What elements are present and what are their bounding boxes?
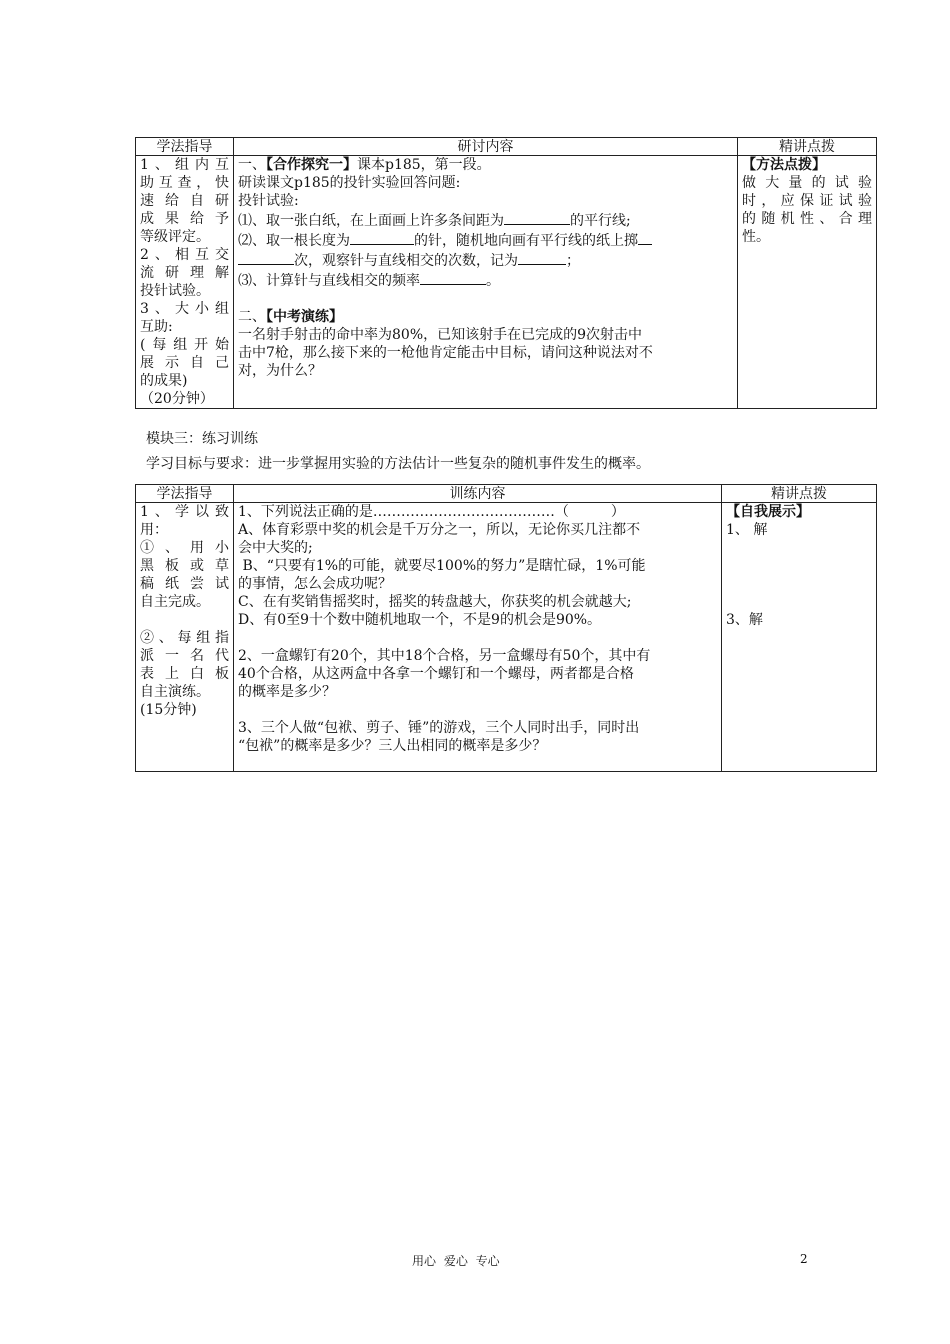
experiment-step-1: ⑴、取一张白纸，在上面画上许多条间距为 的平行线; [238,210,733,230]
answer-1-label: 1、 解 [726,522,768,538]
guide-line: 自主演练。 [140,684,210,700]
experiment-step-2-cont: 次，观察针与直线相交的次数，记为 ； [238,250,733,270]
guide-line: 速给自研 [140,193,229,209]
guide-line: 表上白板 [140,666,229,682]
method-tips-line: 性。 [742,229,770,245]
cooperative-inquiry-title: 【合作探究一】 [266,157,357,173]
fill-blank [350,230,414,245]
header-training-content: 训练内容 [234,485,722,503]
fill-blank [238,250,294,265]
key-points-cell [722,503,877,772]
guide-line: 流研理解 [140,265,229,281]
option-a: A、体育彩票中奖的机会是千万分之一，所以，无论你买几注都不 [238,522,641,538]
question-2-line: 40个合格，从这两盒中各拿一个螺钉和一个螺母，两者都是合格 [238,666,634,682]
guide-line: 自主完成。 [140,594,210,610]
method-guide-cell [136,156,234,409]
exam-question-line: 一名射手射击的命中率为80%，已知该射手在已完成的9次射击中 [238,327,643,343]
experiment-label: 投针试验: [238,193,299,209]
guide-line: 黑板或草 [140,558,229,574]
discussion-content-cell [234,156,738,409]
fill-blank [420,270,486,285]
option-c: C、在有奖销售摇奖时，摇奖的转盘越大，你获奖的机会就越大; [238,594,632,610]
fill-blank [504,210,570,225]
guide-line: 派一名代 [140,648,229,664]
exam-question-line: 对，为什么？ [238,363,322,379]
footer-motto: 用心 爱心 专心 [412,1254,500,1268]
experiment-step-2: ⑵、取一根长度为 的针，随机地向画有平行线的纸上掷 [238,230,733,250]
answer-3-label: 3、解 [726,612,763,628]
guide-line: 用： [140,522,168,538]
guide-line: 等级评定。 [140,229,210,245]
guide-line: ①、用小 [140,540,229,556]
guide-line: 展示自己 [140,355,229,371]
guide-line: 投针试验。 [140,283,210,299]
guide-line: 1、学以致 [140,504,229,520]
experiment-step-3: ⑶、计算针与直线相交的频率 。 [238,270,733,290]
question-1: 1、下列说法正确的是…………………………………（ ） [238,504,625,520]
header-key-points: 精讲点拨 [722,485,877,503]
guide-line: 助互查，快 [140,175,229,191]
module-goal: 学习目标与要求：进一步掌握用实验的方法估计一些复杂的随机事件发生的概率。 [146,456,650,472]
option-b: B、“只要有1%的可能，就要尽100%的努力”是瞎忙碌，1%可能 [238,558,646,574]
header-method-guide: 学法指导 [136,485,234,503]
fill-blank [638,230,652,245]
guide-line: 的成果) [140,373,188,389]
self-display-title: 【自我展示】 [726,504,810,520]
guide-line: （20分钟） [140,391,214,407]
cooperative-inquiry-heading: 一、【合作探究一】课本p185，第一段。 [238,157,491,173]
header-discussion-content: 研讨内容 [234,138,738,156]
research-table [135,137,877,409]
guide-line: (15分钟) [140,702,197,718]
method-tips-line: 的随机性、合理 [742,211,872,227]
training-content-cell [234,503,722,772]
option-a-cont: 会中大奖的; [238,540,313,556]
exam-practice-heading: 二、【中考演练】 [238,309,343,325]
page-number: 2 [800,1252,808,1266]
guide-line: 1、组内互 [140,157,229,173]
practice-table [135,484,877,772]
exam-question-line: 击中7枪，那么接下来的一枪他肯定能击中目标，请问这种说法对不 [238,345,653,361]
question-2-line: 的概率是多少？ [238,684,336,700]
header-method-guide: 学法指导 [136,138,234,156]
method-guide-cell [136,503,234,772]
method-tips-line: 时，应保证试验 [742,193,872,209]
guide-line: 稿纸尝试 [140,576,229,592]
exam-practice-title: 【中考演练】 [266,309,343,325]
question-2-line: 2、一盒螺钉有20个，其中18个合格，另一盒螺母有50个，其中有 [238,648,651,664]
key-points-cell [738,156,877,409]
option-b-cont: 的事情，怎么会成功呢？ [238,576,392,592]
option-d: D、有0至9十个数中随机地取一个，不是9的机会是90%。 [238,612,602,628]
guide-line: ②、每组指 [140,630,229,646]
guide-line: (每组开始 [140,337,229,353]
header-key-points: 精讲点拨 [738,138,877,156]
module-title: 模块三：练习训练 [146,431,258,447]
method-tips-line: 做大量的试验 [742,175,872,191]
method-tips-title: 【方法点拨】 [742,157,826,173]
guide-line: 2、相互交 [140,247,229,263]
guide-line: 成果给予 [140,211,229,227]
reading-instruction: 研读课文p185的投针实验回答问题: [238,175,461,191]
fill-blank [518,250,566,265]
question-3-line: 3、三个人做“包袱、剪子、锤”的游戏，三个人同时出手，同时出 [238,720,640,736]
guide-line: 3、大小组 [140,301,229,317]
question-3-line: “包袱”的概率是多少？三人出相同的概率是多少？ [238,738,547,754]
guide-line: 互助: [140,319,173,335]
